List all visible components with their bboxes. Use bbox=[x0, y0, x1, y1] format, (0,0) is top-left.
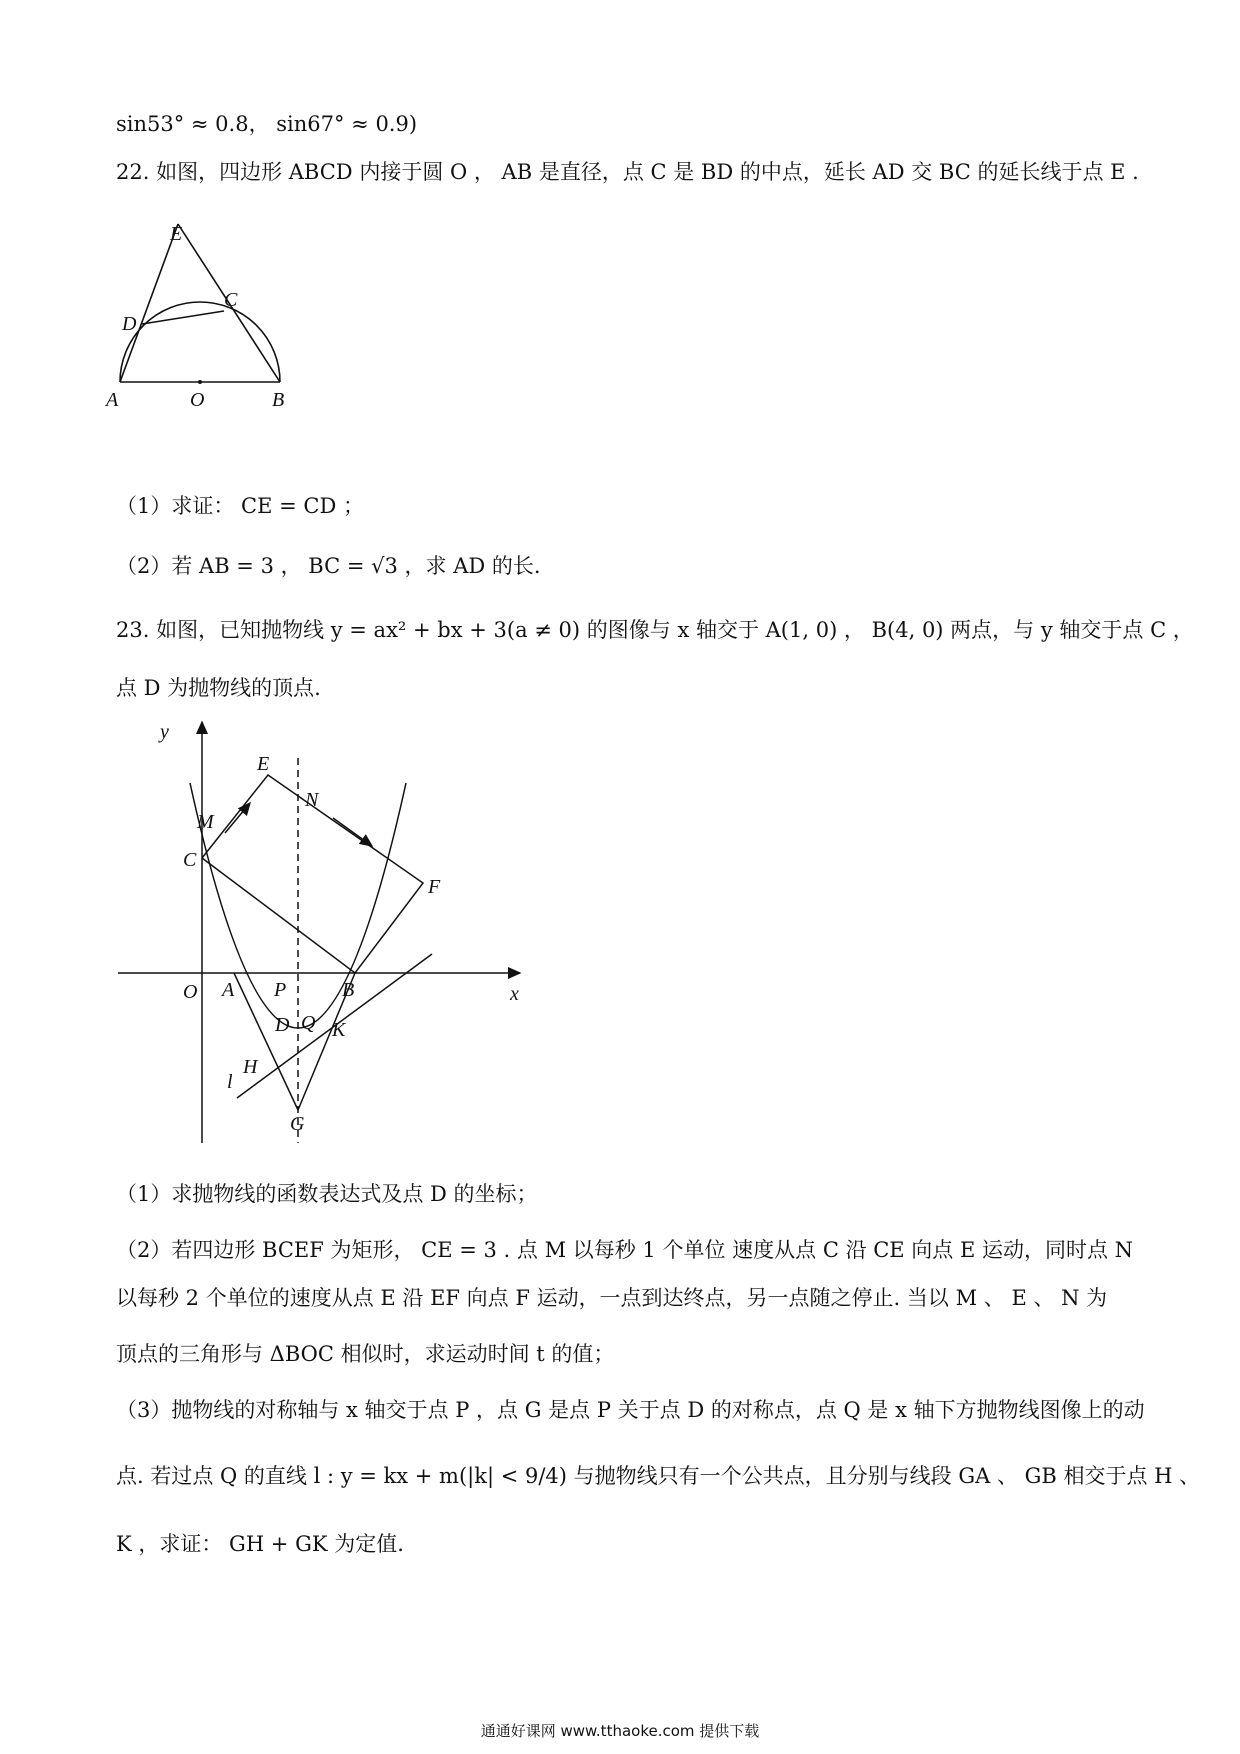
label-p: P bbox=[274, 979, 287, 1001]
label-x: x bbox=[510, 983, 519, 1005]
label-m: M bbox=[197, 811, 214, 833]
arrow-m bbox=[225, 803, 250, 833]
problem-22-part-2: （2）若 AB = 3 ， BC = √3 ，求 AD 的长. bbox=[116, 554, 541, 578]
problem-22-statement: 22. 如图，四边形 ABCD 内接于圆 O ， AB 是直径，点 C 是 BD 的中点，延长 AD 交 BC 的延长线于点 E . bbox=[116, 160, 1139, 184]
problem-23-part-2-cont2: 顶点的三角形与 ΔBOC 相似时，求运动时间 t 的值； bbox=[116, 1342, 615, 1366]
label-y: y bbox=[160, 721, 169, 743]
problem-23-statement-cont: 点 D 为抛物线的顶点. bbox=[116, 676, 321, 700]
problem-23-part-2-cont1: 以每秒 2 个单位的速度从点 E 沿 EF 向点 F 运动，一点到达终点，另一点随之停止. 当以 M 、 E 、 N 为 bbox=[116, 1286, 1108, 1310]
label-o: O bbox=[190, 389, 205, 411]
text-line-sin-values: sin53° ≈ 0.8， sin67° ≈ 0.9) bbox=[116, 112, 418, 136]
label-d: D bbox=[275, 1014, 290, 1036]
label-a: A bbox=[222, 979, 235, 1001]
problem-23-part-2: （2）若四边形 BCEF 为矩形， CE = 3 . 点 M 以每秒 1 个单位 速度从点 C 沿 CE 向点 E 运动，同时点 N bbox=[116, 1238, 1134, 1262]
segment-ae bbox=[120, 224, 178, 382]
label-b: B bbox=[342, 979, 355, 1001]
segment-ga bbox=[234, 973, 298, 1110]
label-k: K bbox=[332, 1019, 346, 1041]
arrow-n bbox=[333, 818, 372, 846]
label-h: H bbox=[243, 1056, 258, 1078]
problem-23-part-3-cont1: 点. 若过点 Q 的直线 l : y = kx + m(|k| < 9/4) 与抛物线只有一个公共点，且分别与线段 GA 、 GB 相交于点 H 、 bbox=[116, 1464, 1201, 1488]
label-o: O bbox=[183, 981, 198, 1003]
center-o-dot bbox=[198, 380, 202, 384]
figure-23-diagram bbox=[110, 718, 530, 1158]
label-c: C bbox=[224, 289, 238, 311]
label-q: Q bbox=[301, 1012, 316, 1034]
label-e: E bbox=[170, 223, 183, 245]
label-a: A bbox=[106, 389, 119, 411]
label-g: G bbox=[290, 1113, 305, 1135]
problem-22-part-1: （1）求证： CE = CD ； bbox=[116, 494, 364, 518]
label-c: C bbox=[183, 849, 197, 871]
problem-23-part-3: （3）抛物线的对称轴与 x 轴交于点 P ，点 G 是点 P 关于点 D 的对称点，点 Q 是 x 轴下方抛物线图像上的动 bbox=[116, 1398, 1145, 1422]
figure-22-diagram bbox=[100, 220, 340, 420]
label-f: F bbox=[428, 876, 441, 898]
page-footer: 通通好课网 www.tthaoke.com 提供下载 bbox=[480, 1722, 760, 1740]
label-n: N bbox=[305, 789, 319, 811]
chord-dc bbox=[142, 311, 224, 324]
label-l: l bbox=[227, 1071, 233, 1093]
label-b: B bbox=[272, 389, 285, 411]
problem-23-statement: 23. 如图，已知抛物线 y = ax² + bx + 3(a ≠ 0) 的图像与 x 轴交于 A(1, 0) ， B(4, 0) 两点，与 y 轴交于点 C ， bbox=[116, 618, 1194, 642]
problem-23-part-1: （1）求抛物线的函数表达式及点 D 的坐标； bbox=[116, 1182, 538, 1206]
label-e: E bbox=[257, 753, 270, 775]
label-d: D bbox=[122, 313, 137, 335]
problem-23-part-3-cont2: K ，求证： GH + GK 为定值. bbox=[116, 1532, 404, 1556]
